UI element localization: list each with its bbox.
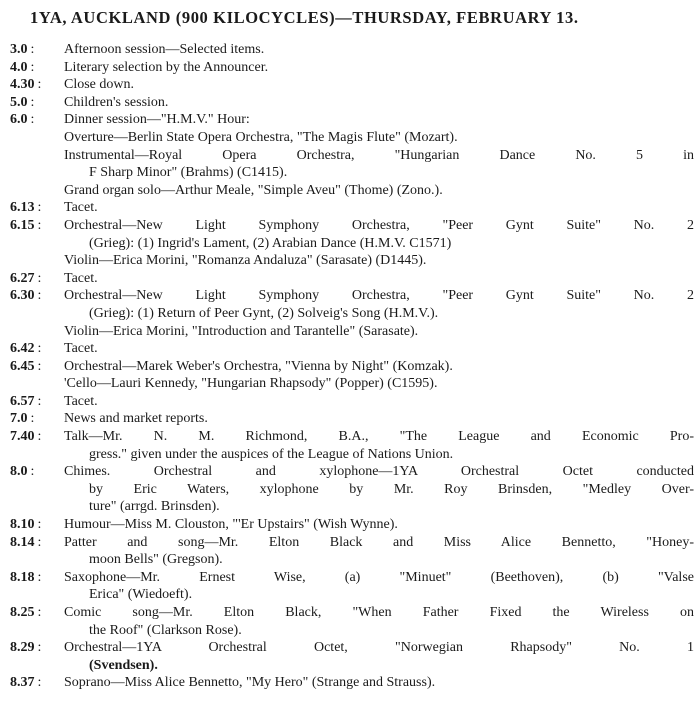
entry-line: Tacet. (64, 270, 98, 286)
entry-line: moon Bells" (Gregson). (89, 552, 223, 568)
entry-time: 6.13 (10, 200, 35, 216)
entry-line: (Grieg): (1) Return of Peer Gynt, (2) Solveig's Song (H.M.V.). (89, 305, 439, 321)
entry-line: Talk—Mr. N. M. Richmond, B.A., "The League and Economic Pro- (64, 429, 694, 445)
entry-line: Patter and song—Mr. Elton Black and Miss Alice Bennetto, "Honey- (64, 534, 694, 550)
entry-line: Overture—Berlin State Opera Orchestra, "The Magis Flute" (Mozart). (64, 129, 458, 145)
entry-time: 4.0 (10, 59, 28, 75)
entry-time: 8.14 (10, 534, 35, 550)
entry-time: 6.42 (10, 341, 35, 357)
entry-line: Children's session. (64, 94, 169, 110)
programme-entry: 6.15 : Orchestral—New Light Symphony Orchestra, "Peer Gynt Suite" No. 2 (Grieg): (1) Ingrid's Lament, (2) Arabian Dance (H.M.V. C1571) Violin—Erica Morini, "Romanza Andaluza" (Sarasate) (D1445). (10, 217, 694, 269)
entry-time: 8.29 (10, 640, 35, 656)
programme-entry: 8.10 : Humour—Miss M. Clouston, "'Er Upstairs" (Wish Wynne). (10, 516, 694, 534)
entry-line: Soprano—Miss Alice Bennetto, "My Hero" (Strange and Strauss). (64, 675, 436, 691)
entry-line: News and market reports. (64, 411, 208, 427)
entry-line: F Sharp Minor" (Brahms) (C1415). (89, 165, 288, 181)
entry-line: Orchestral—New Light Symphony Orchestra, "Peer Gynt Suite" No. 2 (64, 288, 694, 304)
page-title: 1YA, AUCKLAND (900 KILOCYCLES)—THURSDAY, FEBRUARY 13. (30, 8, 579, 27)
programme-entry: 8.25 : Comic song—Mr. Elton Black, "When Father Fixed the Wireless on the Roof" (Clarkson Rose). (10, 605, 694, 638)
entry-line: Violin—Erica Morini, "Romanza Andaluza" (Sarasate) (D1445). (64, 253, 427, 269)
entry-time: 6.57 (10, 393, 35, 409)
entry-time: 8.18 (10, 569, 35, 585)
entry-time: 6.27 (10, 270, 35, 286)
entry-line: Instrumental—Royal Opera Orchestra, "Hungarian Dance No. 5 in (64, 147, 694, 163)
programme-entry: 4.0 : Literary selection by the Announcer. (10, 59, 694, 77)
programme-entry: 6.0 : Dinner session—"H.M.V." Hour: Overture—Berlin State Opera Orchestra, "The Magis Flute" (Mozart). Instrumental—Royal Opera Orchestra, "Hungarian Dance No. 5 in F Sharp Minor" (Brahms) (C1415). Grand organ solo—Arthur Meale, "Simple Aveu" (Thome) (Zono.). (10, 112, 694, 198)
entry-time: 6.30 (10, 288, 35, 304)
programme-entry: 8.29 : Orchestral—1YA Orchestral Octet, "Norwegian Rhapsody" No. 1 (Svendsen). (10, 640, 694, 673)
entry-line: 'Cello—Lauri Kennedy, "Hungarian Rhapsody" (Popper) (C1595). (64, 376, 438, 392)
entry-time: 8.0 (10, 464, 28, 480)
programme-entry: 8.14 : Patter and song—Mr. Elton Black and Miss Alice Bennetto, "Honey- moon Bells" (Gregson). (10, 534, 694, 568)
programme-entry: 8.18 : Saxophone—Mr. Ernest Wise, (a) "Minuet" (Beethoven), (b) "Valse Erica" (Wiedoeft). (10, 569, 694, 603)
entry-time: 5.0 (10, 94, 28, 110)
entry-line: Orchestral—New Light Symphony Orchestra, "Peer Gynt Suite" No. 2 (64, 217, 694, 233)
entry-time: 7.0 (10, 411, 28, 427)
entry-line: by Eric Waters, xylophone by Mr. Roy Brinsden, "Medley Over- (89, 481, 694, 497)
entry-line: Close down. (64, 77, 134, 93)
entry-time: 6.45 (10, 358, 35, 374)
entry-time: 8.25 (10, 605, 35, 620)
entry-line: Grand organ solo—Arthur Meale, "Simple Aveu" (Thome) (Zono.). (64, 182, 443, 198)
entry-line: Tacet. (64, 200, 98, 216)
entry-line: Tacet. (64, 393, 98, 409)
entry-line: Saxophone—Mr. Ernest Wise, (a) "Minuet" (Beethoven), (b) "Valse (64, 569, 694, 585)
entry-line: Erica" (Wiedoeft). (89, 587, 193, 603)
entry-line: (Svendsen). (89, 657, 158, 673)
entry-line: Orchestral—Marek Weber's Orchestra, "Vienna by Night" (Komzak). (64, 358, 453, 374)
programme-entry: 7.40 : Talk—Mr. N. M. Richmond, B.A., "The League and Economic Pro- gress." given under the auspices of the League of Nations Union. (10, 429, 694, 462)
entry-line: Comic song—Mr. Elton Black, "When Father Fixed the Wireless on (64, 605, 694, 620)
entry-line: Tacet. (64, 341, 98, 357)
programme-entry: 6.57 : Tacet. (10, 393, 694, 411)
entry-time: 7.40 (10, 429, 35, 445)
entry-line: the Roof" (Clarkson Rose). (89, 622, 242, 638)
entry-time: 4.30 (10, 77, 35, 93)
programme-entry: 3.0 : Afternoon session—Selected items. (10, 41, 694, 59)
entry-line: Dinner session—"H.M.V." Hour: (64, 112, 250, 128)
entry-line: gress." given under the auspices of the League of Nations Union. (89, 446, 454, 462)
programme-entry: 5.0 : Children's session. (10, 94, 694, 112)
entry-time: 8.10 (10, 517, 35, 533)
programme-entry: 6.13 : Tacet. (10, 199, 694, 217)
entry-time: 3.0 (10, 42, 28, 57)
entry-line: Chimes. Orchestral and xylophone—1YA Orchestral Octet conducted (64, 464, 694, 480)
entry-time: 6.15 (10, 217, 35, 233)
programme-entry: 6.42 : Tacet. (10, 340, 694, 358)
programme-entry: 8.37 : Soprano—Miss Alice Bennetto, "My Hero" (Strange and Strauss). (10, 674, 694, 692)
entry-line: Afternoon session—Selected items. (64, 42, 265, 57)
programme-entry: 6.27 : Tacet. (10, 270, 694, 288)
entry-line: (Grieg): (1) Ingrid's Lament, (2) Arabian Dance (H.M.V. C1571) (89, 235, 452, 251)
programme-entry: 4.30 : Close down. (10, 76, 694, 94)
entry-time: 6.0 (10, 112, 28, 128)
entry-time: 8.37 (10, 675, 35, 691)
entry-line: Humour—Miss M. Clouston, "'Er Upstairs" (Wish Wynne). (64, 517, 398, 533)
programme-list (10, 41, 694, 692)
programme-entry: 8.0 : Chimes. Orchestral and xylophone—1YA Orchestral Octet conducted by Eric Waters, xylophone by Mr. Roy Brinsden, "Medley Over- ture" (arrgd. Brinsden). (10, 464, 694, 515)
entry-line: Violin—Erica Morini, "Introduction and Tarantelle" (Sarasate). (64, 323, 419, 339)
entry-line: ture" (arrgd. Brinsden). (89, 499, 220, 515)
programme-entry: 6.45 : Orchestral—Marek Weber's Orchestra, "Vienna by Night" (Komzak). 'Cello—Lauri Kennedy, "Hungarian Rhapsody" (Popper) (C1595). (10, 358, 694, 393)
entry-line: Orchestral—1YA Orchestral Octet, "Norwegian Rhapsody" No. 1 (64, 640, 694, 656)
programme-entry: 6.30 : Orchestral—New Light Symphony Orchestra, "Peer Gynt Suite" No. 2 (Grieg): (1) Return of Peer Gynt, (2) Solveig's Song (H.M.V.). Violin—Erica Morini, "Introduction and Tarantelle" (Sarasate). (10, 288, 694, 339)
entry-line: Literary selection by the Announcer. (64, 59, 269, 75)
programme-entry: 7.0 : News and market reports. (10, 410, 694, 428)
